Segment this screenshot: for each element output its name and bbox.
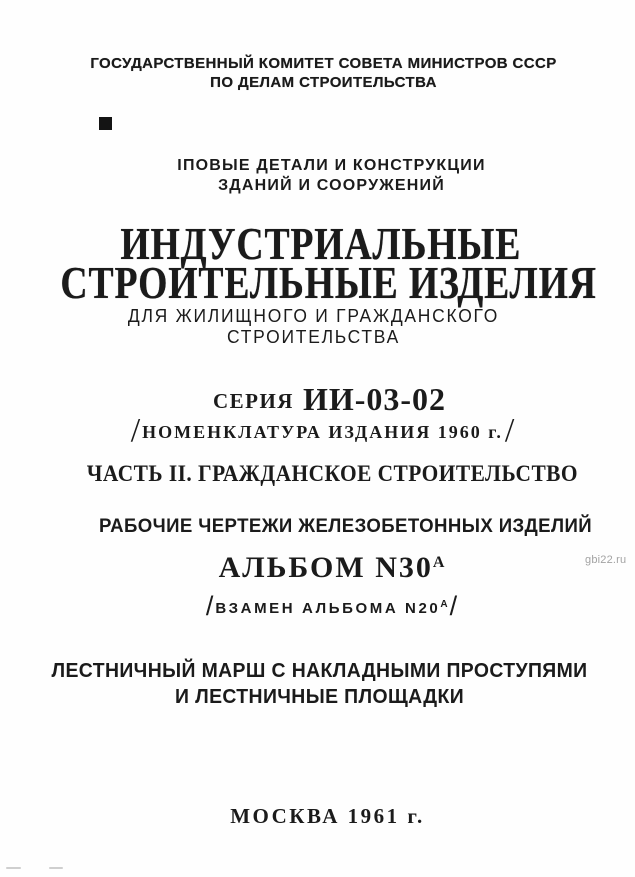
- black-square-mark: [99, 117, 112, 130]
- replaces-text: ВЗАМЕН АЛЬБОМА N20: [215, 600, 441, 617]
- main-title: [60, 218, 597, 308]
- album-number-line: [14, 551, 635, 585]
- working-drawings-line: РАБОЧИЕ ЧЕРТЕЖИ ЖЕЛЕЗОБЕТОННЫХ ИЗДЕЛИЙ: [98, 516, 593, 537]
- authority-line-2: ПО ДЕЛАМ СТРОИТЕЛЬСТВА: [210, 74, 437, 91]
- series-label: СЕРИЯ: [212, 389, 294, 413]
- typical-details-line-2: ЗДАНИЙ И СООРУЖЕНИЙ: [218, 177, 445, 194]
- subject-line-2: И ЛЕСТНИЧНЫЕ ПЛОЩАДКИ: [174, 686, 465, 708]
- scan-smudge-right: [49, 867, 63, 869]
- typical-details-line-1: IПОВЫЕ ДЕТАЛИ И КОНСТРУКЦИИ: [177, 157, 486, 174]
- issuing-authority: [6, 54, 635, 92]
- nomenclature-close-slash: /: [504, 412, 515, 449]
- replaces-close-slash: /: [449, 591, 458, 621]
- imprint-line: МОСКВА 1961 г.: [230, 804, 425, 828]
- replaces-superscript: А: [440, 599, 448, 610]
- album-number-superscript: А: [432, 554, 445, 571]
- subtitle-line-1: ДЛЯ ЖИЛИЩНОГО И ГРАЖДАНСКОГО: [127, 306, 500, 326]
- series-code: ИИ-03-02: [302, 381, 447, 417]
- title-subtitle: [6, 306, 622, 348]
- subject-heading: [12, 658, 628, 710]
- subject-line-1: ЛЕСТНИЧНЫЙ МАРШ С НАКЛАДНЫМИ ПРОСТУПЯМИ: [51, 660, 588, 682]
- scan-smudge-left: [6, 867, 21, 869]
- subtitle-line-2: СТРОИТЕЛЬСТВА: [226, 327, 401, 347]
- site-watermark: gbi22.ru: [585, 554, 627, 566]
- nomenclature-line: [5, 409, 635, 447]
- main-title-line-1: ИНДУСТРИАЛЬНЫЕ: [120, 218, 522, 269]
- part-line: ЧАСТЬ II. ГРАЖДАНСКОЕ СТРОИТЕЛЬСТВО: [86, 461, 579, 486]
- replaces-album-line: [14, 589, 635, 620]
- typical-details-heading: [14, 156, 635, 196]
- main-title-line-2: СТРОИТЕЛЬНЫЕ ИЗДЕЛИЯ: [60, 257, 597, 308]
- authority-line-1: ГОСУДАРСТВЕННЫЙ КОМИТЕТ СОВЕТА МИНИСТРОВ СССР: [90, 55, 557, 72]
- nomenclature-text: НОМЕНКЛАТУРА ИЗДАНИЯ 1960 г.: [142, 422, 503, 442]
- album-number: АЛЬБОМ N30: [218, 551, 433, 584]
- nomenclature-open-slash: /: [130, 412, 141, 449]
- replaces-open-slash: /: [205, 591, 214, 621]
